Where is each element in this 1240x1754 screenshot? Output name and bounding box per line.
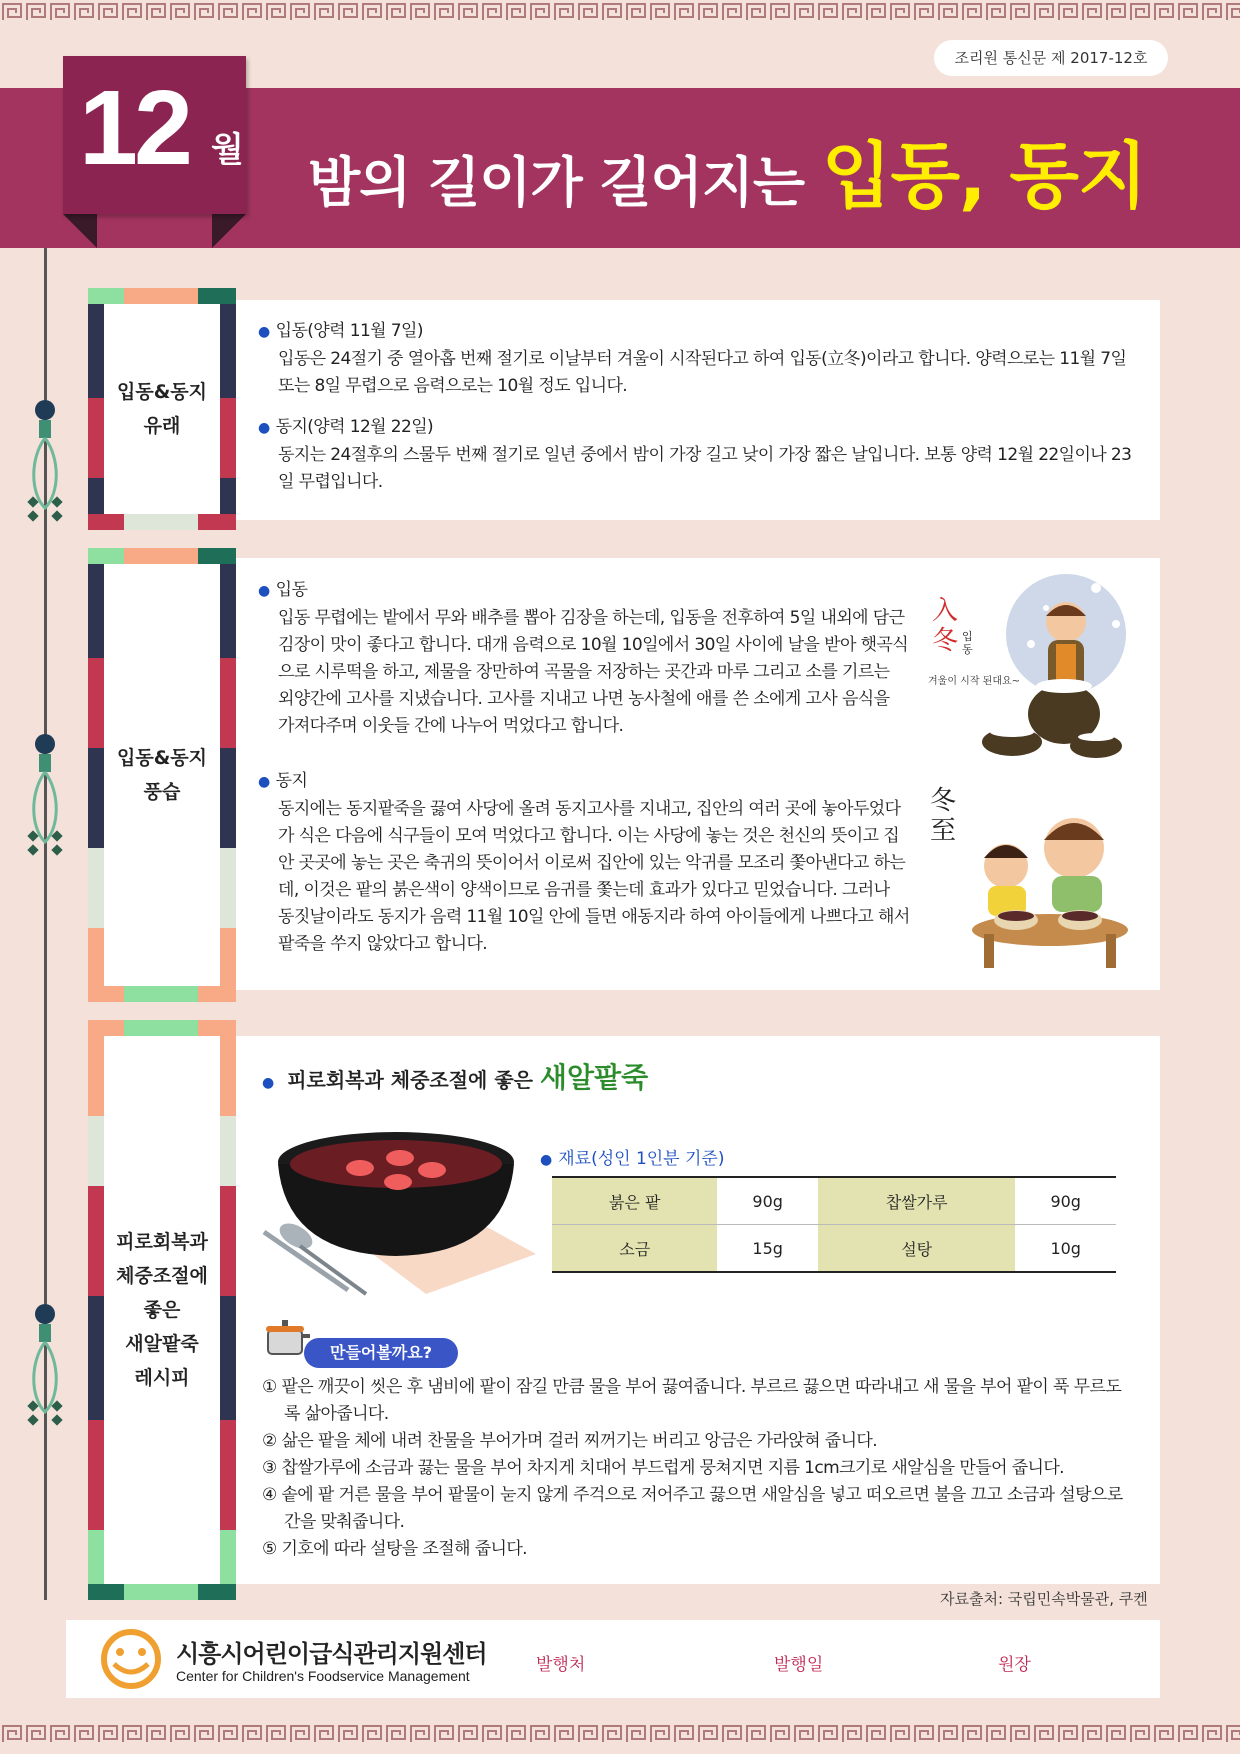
customs-item xyxy=(258,768,910,958)
knot-ornament-icon xyxy=(24,398,66,538)
customs-tab-line: 풍습 xyxy=(143,781,181,803)
recipe-title xyxy=(262,1056,648,1096)
bullet-dot-icon: ● xyxy=(258,774,270,790)
customs-item-heading: 동지 xyxy=(275,771,308,791)
director-label: 원장 xyxy=(998,1655,1031,1675)
ingredients-title xyxy=(540,1144,724,1169)
origin-tab-line: 입동&동지 xyxy=(117,381,207,403)
customs-item xyxy=(258,577,910,740)
recipe-steps xyxy=(262,1374,1132,1563)
table-row xyxy=(552,1225,1116,1273)
ingredient-name: 소금 xyxy=(552,1225,717,1273)
ipdong-illustration xyxy=(924,574,1136,764)
hanja-char: 冬 xyxy=(932,626,959,656)
recipe-step: ② 삶은 팥을 체에 내려 찬물을 부어가며 걸러 찌꺼기는 버리고 앙금은 가라앉혀 줍니다. xyxy=(262,1431,878,1451)
recipe-step: ③ 찹쌀가루에 소금과 끓는 물을 부어 차지게 치대어 부드럽게 뭉쳐지면 지름 1cm크기로 새알심을 만들어 줍니다. xyxy=(262,1458,1064,1478)
customs-item-body: 동지에는 동지팥죽을 끓여 사당에 올려 동지고사를 지내고, 집안의 여러 곳에 놓아두었다가 식은 다음에 식구들이 모여 먹었다고 합니다. 이는 사당에 놓는 것은 천신의 뜻이고 집안 곳곳에 놓는 곳은 축귀의 뜻이어서 이로써 집안에 있는 악귀를 모조리 쫓아낸다고 하는데, 이것은 팥의 붉은색이 양색이므로 음귀를 쫓는데 효과가 있다고 믿었습니다. 그러나 동짓날이라도 동지가 음력 11월 10일 안에 들면 애동지라 하여 아이들에게 나쁘다고 해서 팥죽을 쑤지 않았다고 합니다. xyxy=(278,799,910,954)
recipe-step: ① 팥은 깨끗이 씻은 후 냄비에 팥이 잠길 만큼 물을 부어 끓여줍니다. 부르르 끓으면 따라내고 새 물을 부어 팥이 푹 무르도록 삶아줍니다. xyxy=(262,1377,1122,1424)
knot-ornament-icon xyxy=(24,732,66,872)
ingredient-amount: 90g xyxy=(1015,1177,1116,1225)
hanja-char: 冬 xyxy=(930,786,957,816)
ingredient-name: 찹쌀가루 xyxy=(818,1177,1015,1225)
customs-item-heading: 입동 xyxy=(275,580,308,600)
ipdong-caption: 겨울이 시작 된대요~ xyxy=(928,676,1021,687)
ingredients-title-text: 재료(성인 1인분 기준) xyxy=(558,1149,725,1169)
bullet-dot-icon: ● xyxy=(258,420,270,436)
month-box xyxy=(63,56,246,214)
ingredient-name: 붉은 팥 xyxy=(552,1177,717,1225)
bullet-dot-icon: ● xyxy=(258,324,270,340)
recipe-tab-line: 새알팥죽 xyxy=(125,1333,199,1355)
org-name-korean: 시흥시어린이급식관리지원센터 xyxy=(176,1640,487,1668)
title-main: 밤의 길이가 길어지는 xyxy=(308,151,805,214)
ingredient-name: 설탕 xyxy=(818,1225,1015,1273)
origin-item-heading: 입동(양력 11월 7일) xyxy=(275,321,423,341)
red-bean-porridge-image xyxy=(256,1124,536,1304)
recipe-tab-line: 레시피 xyxy=(134,1367,190,1389)
customs-tab xyxy=(88,548,236,1002)
dongji-hanja xyxy=(930,786,956,846)
dongji-illustration xyxy=(924,786,1136,976)
customs-tab-line: 입동&동지 xyxy=(117,747,207,769)
recipe-title-highlight: 새알팥죽 xyxy=(539,1061,649,1094)
table-row xyxy=(552,1177,1116,1225)
ipdong-hanja xyxy=(932,596,958,656)
knot-ornament-icon xyxy=(24,1302,66,1442)
recipe-tab-line: 체중조절에 xyxy=(116,1265,208,1287)
hanja-char: 入 xyxy=(932,596,959,626)
ingredients-table xyxy=(552,1176,1116,1273)
title-highlight: 입동, 동지 xyxy=(821,134,1147,218)
ingredient-amount: 15g xyxy=(717,1225,818,1273)
recipe-tab xyxy=(88,1020,236,1600)
origin-item-heading: 동지(양력 12월 22일) xyxy=(275,417,434,437)
origin-item-body: 동지는 24절후의 스물두 번째 절기로 일년 중에서 밤이 가장 길고 낮이 가장 짧은 날입니다. 보통 양력 12월 22일이나 23일 무렵입니다. xyxy=(278,445,1132,492)
month-number: 12 xyxy=(79,69,189,187)
family-eating-porridge-image xyxy=(964,806,1136,976)
origin-item xyxy=(258,318,1132,400)
org-name-english: Center for Children's Foodservice Management xyxy=(176,1668,470,1684)
origin-tab xyxy=(88,288,236,530)
ipdong-small-label: 입동 xyxy=(962,630,973,656)
top-pattern-border xyxy=(0,0,1240,24)
bullet-dot-icon: ● xyxy=(258,583,270,599)
recipe-title-prefix: 피로회복과 체중조절에 좋은 xyxy=(287,1068,533,1092)
smile-logo-icon xyxy=(98,1628,164,1690)
winter-farmer-image xyxy=(976,574,1136,764)
bullet-dot-icon: ● xyxy=(262,1075,275,1091)
bullet-dot-icon: ● xyxy=(540,1152,553,1168)
bottom-pattern-border xyxy=(0,1722,1240,1746)
origin-item-body: 입동은 24절기 중 열아홉 번째 절기로 이날부터 겨울이 시작된다고 하여 입동(立冬)이라고 합니다. 양력으로는 11월 7일 또는 8일 무렵으로 음력으로는 10월 정도 입니다. xyxy=(278,349,1127,396)
origin-tab-line: 유래 xyxy=(143,415,181,437)
recipe-step: ⑤ 기호에 따라 설탕을 조절해 줍니다. xyxy=(262,1539,527,1559)
ribbon-tail xyxy=(63,214,246,248)
publisher-label: 발행처 xyxy=(536,1655,586,1675)
recipe-tab-line: 좋은 xyxy=(143,1299,181,1321)
recipe-step: ④ 솥에 팥 거른 물을 부어 팥물이 눋지 않게 주걱으로 저어주고 끓으면 새알심을 넣고 떠오르면 불을 끄고 소금과 설탕으로 간을 맞춰줍니다. xyxy=(262,1485,1123,1532)
ingredient-amount: 90g xyxy=(717,1177,818,1225)
publish-date-label: 발행일 xyxy=(774,1655,824,1675)
recipe-tab-line: 피로회복과 xyxy=(116,1231,208,1253)
make-label-badge: 만들어볼까요? xyxy=(304,1338,458,1368)
source-credit: 자료출처: 국립민속박물관, 쿠켄 xyxy=(940,1590,1148,1608)
customs-item-body: 입동 무렵에는 밭에서 무와 배추를 뽑아 김장을 하는데, 입동을 전후하여 5일 내외에 담근 김장이 맛이 좋다고 합니다. 대개 음력으로 10월 10일에서 30일 사이에 날을 받아 햇곡식으로 시루떡을 하고, 제물을 장만하여 곡물을 저장하는 곳간과 마루 그리고 소를 기르는 외양간에 고사를 지냈습니다. 고사를 지내고 나면 농사철에 애를 쓴 소에게 고사 음식을 가져다주며 이웃들 간에 나누어 먹었다고 합니다. xyxy=(278,608,909,736)
ingredient-amount: 10g xyxy=(1015,1225,1116,1273)
page-title xyxy=(308,118,1147,222)
month-unit: 월 xyxy=(211,130,244,170)
origin-item xyxy=(258,414,1132,496)
hanja-char: 至 xyxy=(930,816,957,846)
issue-number-badge: 조리원 통신문 제 2017-12호 xyxy=(934,40,1168,76)
